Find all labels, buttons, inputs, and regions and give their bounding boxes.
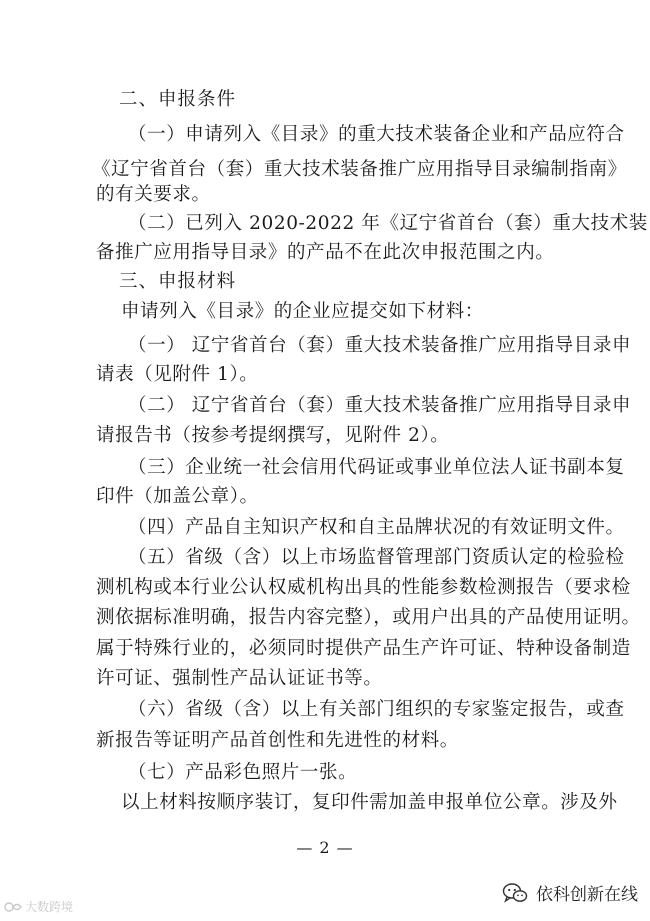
paragraph-line: （一）申请列入《目录》的重大技术装备企业和产品应符合 <box>128 124 625 145</box>
paragraph-line: 测依据标准明确，报告内容完整），或用户出具的产品使用证明。 <box>96 607 641 628</box>
paragraph-line: 印件（加盖公章）。 <box>96 486 259 507</box>
watermark-right-text: 依科创新在线 <box>536 885 638 905</box>
paragraph-line: 测机构或本行业公认权威机构出具的性能参数检测报告（要求检 <box>96 577 631 598</box>
paragraph-line: 请表（见附件 1）。 <box>96 364 259 385</box>
paragraph-line: （六）省级（含）以上有关部门组织的专家鉴定报告，或查 <box>128 699 625 720</box>
paragraph-line: 属于特殊行业的，必须同时提供产品生产许可证、特种设备制造 <box>96 638 631 659</box>
paragraph-line: 申请列入《目录》的企业应提交如下材料： <box>121 301 484 322</box>
watermark-left-text: 大数跨境 <box>25 900 74 914</box>
paragraph-line: （四）产品自主知识产权和自主品牌状况的有效证明文件。 <box>128 517 625 538</box>
paragraph-line: （一） 辽宁省首台（套）重大技术装备推广应用指导目录申 <box>128 335 632 356</box>
paragraph-line: 许可证、强制性产品认证证书等。 <box>96 668 383 689</box>
paragraph-line: （二）已列入 2020-2022 年《辽宁省首台（套）重大技术装 <box>128 213 648 234</box>
watermark-left <box>4 898 73 915</box>
watermark-right <box>502 880 638 905</box>
paragraph-line: 新报告等证明产品首创性和先进性的材料。 <box>96 730 459 751</box>
watermark-logo-icon <box>4 901 22 913</box>
wechat-icon <box>502 882 528 904</box>
section-heading-conditions: 二、申报条件 <box>119 89 237 110</box>
paragraph-line: （二） 辽宁省首台（套）重大技术装备推广应用指导目录申 <box>128 395 632 416</box>
paragraph-line: （七）产品彩色照片一张。 <box>128 762 358 783</box>
paragraph-line: 备推广应用指导目录》的产品不在此次申报范围之内。 <box>96 242 555 263</box>
paragraph-line: 以上材料按顺序装订，复印件需加盖申报单位公章。涉及外 <box>121 792 618 813</box>
paragraph-line: 《辽宁省首台（套）重大技术装备推广应用指导目录编制指南》 <box>92 159 627 180</box>
page-number: — 2 — <box>296 838 354 857</box>
section-heading-materials: 三、申报材料 <box>119 271 237 292</box>
paragraph-line: （三）企业统一社会信用代码证或事业单位法人证书副本复 <box>128 457 625 478</box>
paragraph-line: （五）省级（含）以上市场监督管理部门资质认定的检验检 <box>128 547 625 568</box>
paragraph-line: 请报告书（按参考提纲撰写，见附件 2）。 <box>96 425 450 446</box>
paragraph-line: 的有关要求。 <box>96 184 211 205</box>
